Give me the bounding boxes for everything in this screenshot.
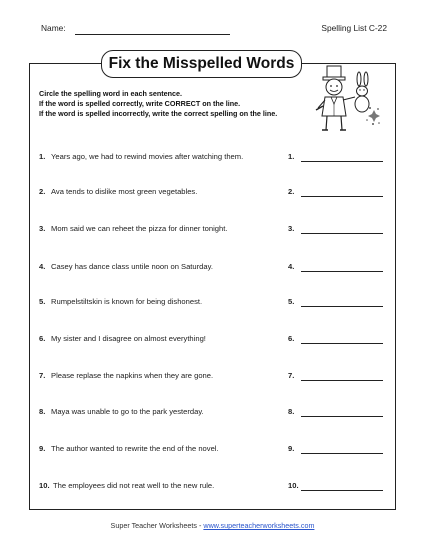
answer-line[interactable] [301,343,383,344]
question-item [39,187,385,201]
question-item [39,297,385,311]
instructions [39,89,277,120]
question-number: 5. [39,297,46,306]
question-item [39,444,385,458]
answer-number: 5. [288,297,295,306]
answer-line[interactable] [301,380,383,381]
question-text: The employees did not reat well to the new rule. [53,481,215,490]
answer-number: 2. [288,187,295,196]
worksheet-header [41,23,387,37]
footer-separator: - [198,521,202,530]
answer-line[interactable] [301,306,383,307]
name-field-line[interactable] [75,34,230,35]
magician-illustration [315,64,383,134]
question-number: 3. [39,224,46,233]
question-item [39,224,385,238]
answer-number: 8. [288,407,295,416]
worksheet-title [101,50,302,78]
question-text: The author wanted to rewrite the end of the novel. [51,444,219,453]
footer-brand: Super Teacher Worksheets [110,521,197,530]
question-item [39,407,385,421]
answer-line[interactable] [301,196,383,197]
footer-link[interactable]: www.superteacherworksheets.com [203,521,315,530]
instruction-line: If the word is spelled incorrectly, write the correct spelling on the line. [39,109,278,119]
instruction-line: Circle the spelling word in each sentence. [39,89,182,98]
question-text: My sister and I disagree on almost everything! [51,334,206,343]
answer-line[interactable] [301,490,383,491]
answer-number: 10. [288,481,299,490]
question-number: 1. [39,152,46,161]
question-text: Rumpelstiltskin is known for being dishonest. [51,297,203,306]
question-item [39,371,385,385]
answer-line[interactable] [301,161,383,162]
title-text: Fix the Misspelled Words [108,55,295,72]
answer-number: 1. [288,152,295,161]
instruction-line: If the word is spelled correctly, write CORRECT on the line. [39,99,241,109]
question-text: Ava tends to dislike most green vegetables. [51,187,198,196]
answer-number: 3. [288,224,295,233]
question-item [39,334,385,348]
question-item [39,481,385,495]
question-text: Years ago, we had to rewind movies after watching them. [51,152,244,161]
answer-line[interactable] [301,416,383,417]
question-number: 4. [39,262,46,271]
question-number: 7. [39,371,46,380]
spelling-list-label: Spelling List C-22 [321,23,387,33]
answer-number: 9. [288,444,295,453]
question-number: 6. [39,334,46,343]
question-number: 2. [39,187,46,196]
question-number: 9. [39,444,46,453]
question-item [39,262,385,276]
question-number: 10. [39,481,50,490]
footer [0,521,425,530]
question-text: Casey has dance class untile noon on Saturday. [51,262,213,271]
question-text: Maya was unable to go to the park yesterday. [51,407,204,416]
name-label: Name: [41,23,66,33]
answer-line[interactable] [301,271,383,272]
answer-number: 7. [288,371,295,380]
answer-number: 4. [288,262,295,271]
answer-line[interactable] [301,453,383,454]
answer-number: 6. [288,334,295,343]
question-text: Please replase the napkins when they are gone. [51,371,214,380]
answer-line[interactable] [301,233,383,234]
question-number: 8. [39,407,46,416]
question-item [39,152,385,166]
question-text: Mom said we can reheet the pizza for dinner tonight. [51,224,228,233]
